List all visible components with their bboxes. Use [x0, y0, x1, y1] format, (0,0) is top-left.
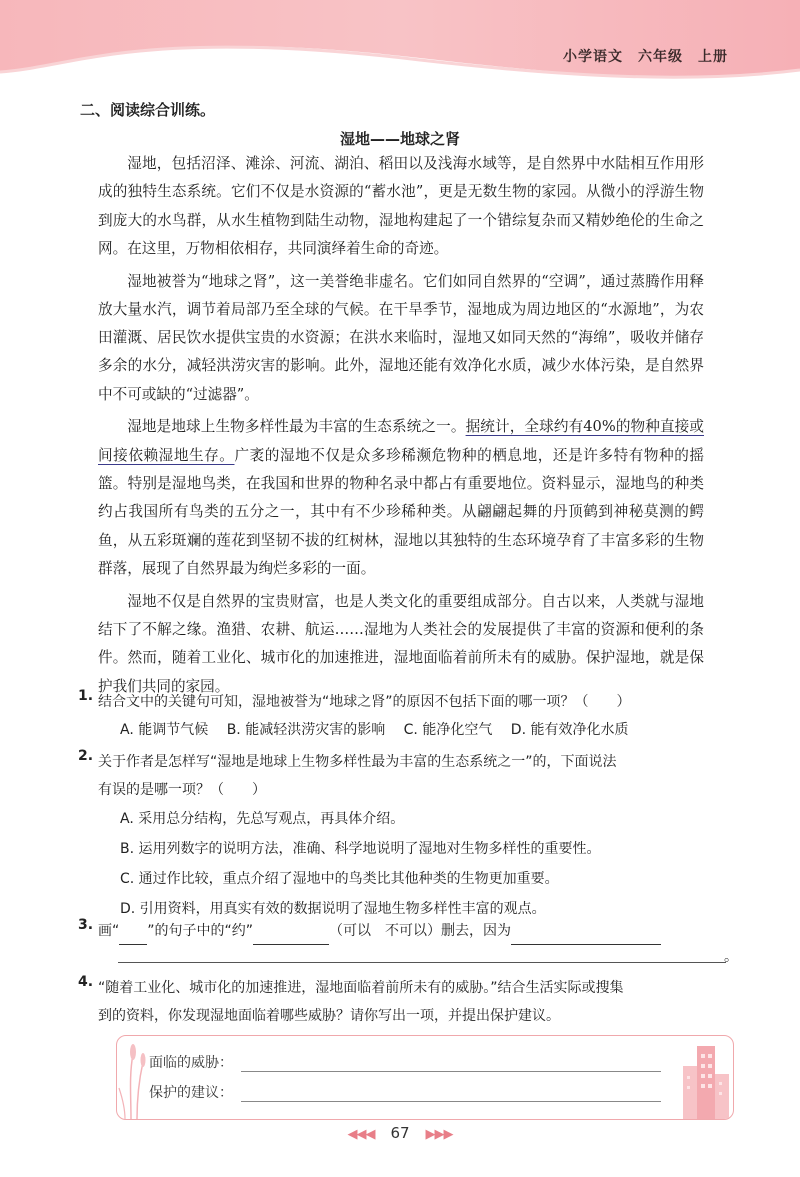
underlined-sentence: 据统计，全球约有40%的物种直接或间接依赖湿地生存。: [98, 418, 704, 464]
question-1-option-d[interactable]: D. 能有效净化水质: [510, 722, 629, 738]
article-paragraph-2: 湿地被誉为“地球之肾”，这一美誉绝非虚名。它们如同自然界的“空调”，通过蒸腾作用释放大量水汽，调节着局部乃至全球的气候。在干旱季节，湿地成为周边地区的“水源地”，为农田灌溉、居民饮水提供宝贵的水资源；在洪水来临时，湿地又如同天然的“海绵”，吸收并储存多余的水分，减轻洪涝灾害的影响。此外，湿地还能有效净化水质，减少水体污染，是自然界中不可或缺的“过滤器”。: [98, 272, 704, 403]
article-body: [98, 150, 704, 705]
question-3-text: [98, 917, 728, 945]
header-band: [0, 0, 800, 90]
book-title: 小学语文 六年级 上册: [563, 49, 728, 65]
question-1-options: [98, 716, 718, 744]
suggestion-row: [149, 1082, 661, 1102]
question-3-part-2: ”的句子中的“约”: [147, 923, 254, 939]
underline-sample-blank: [119, 926, 147, 945]
question-3: [78, 917, 728, 945]
question-3-answer-blank-1[interactable]: [253, 926, 329, 945]
threat-label: 面临的威胁：: [149, 1055, 233, 1071]
question-1-option-b[interactable]: B. 能减轻洪涝灾害的影响: [226, 722, 386, 738]
question-1-option-c[interactable]: C. 能净化空气: [403, 722, 493, 738]
question-3-answer-line[interactable]: [118, 962, 726, 963]
question-4-text-line-1: “随着工业化、城市化的加速推进，湿地面临着前所未有的威胁。”结合生活实际或搜集: [98, 980, 624, 996]
question-2-option-c[interactable]: C. 通过作比较，重点介绍了湿地中的鸟类比其他种类的生物更加重要。: [120, 871, 559, 887]
paragraph-3-lead: 湿地是地球上生物多样性最为丰富的生态系统之一。: [127, 418, 466, 436]
page-footer: [0, 1124, 800, 1142]
article-paragraph-3: [98, 413, 704, 583]
article-paragraph-1: 湿地，包括沼泽、滩涂、河流、湖泊、稻田以及浅海水域等，是自然界中水陆相互作用形成的独特生态系统。它们不仅是水资源的“蓄水池”，更是无数生物的家园。从微小的浮游生物到庞大的水鸟群，从水生植物到陆生动物，湿地构建起了一个错综复杂而又精妙绝伦的生命之网。在这里，万物相依相存，共同演绎着生命的奇迹。: [98, 155, 704, 257]
reed-decoration-icon: [117, 1036, 153, 1119]
answer-box: [116, 1035, 734, 1120]
question-1: [78, 688, 718, 744]
suggestion-label: 保护的建议：: [149, 1085, 233, 1101]
question-3-part-1: 画“: [98, 923, 120, 939]
left-arrows-icon: ◀◀◀: [347, 1127, 375, 1142]
question-3-end-mark: 。: [724, 949, 738, 965]
article-title: 湿地——地球之肾: [339, 130, 460, 148]
question-2: [78, 748, 718, 924]
paragraph-3-rest: 广袤的湿地不仅是众多珍稀濒危物种的栖息地，还是许多特有物种的摇篮。特别是湿地鸟类，在我国和世界的物种名录中都占有重要地位。资料显示，湿地鸟的种类约占我国所有鸟类的五分之一，其中有不少珍稀种类。从翩翩起舞的丹顶鹤到神秘莫测的鳄鱼，从五彩斑斓的莲花到坚韧不拔的红树林，湿地以其独特的生态环境孕育了丰富多彩的生物群落，展现了自然界最为绚烂多彩的一面。: [98, 446, 704, 577]
question-2-option-b[interactable]: B. 运用列数字的说明方法，准确、科学地说明了湿地对生物多样性的重要性。: [120, 841, 601, 857]
buildings-decoration-icon: [679, 1036, 733, 1119]
question-2-option-a[interactable]: A. 采用总分结构，先总写观点，再具体介绍。: [120, 811, 405, 827]
question-3-number: 3.: [78, 917, 94, 933]
question-4-number: 4.: [78, 974, 94, 990]
question-2-number: 2.: [78, 748, 94, 764]
article-paragraph-4: 湿地不仅是自然界的宝贵财富，也是人类文化的重要组成部分。自古以来，人类就与湿地结下了不解之缘。渔猎、农耕、航运……湿地为人类社会的发展提供了丰富的资源和便利的条件。然而，随着工业化、城市化的加速推进，湿地面临着前所未有的威胁。保护湿地，就是保护我们共同的家园。: [98, 592, 704, 695]
question-3-part-3: （可以 不可以）删去，因为: [329, 923, 512, 939]
question-4: [78, 974, 738, 1030]
right-arrows-icon: ▶▶▶: [425, 1127, 453, 1142]
question-1-number: 1.: [78, 688, 94, 704]
question-3-answer-blank-2[interactable]: [511, 926, 661, 945]
question-2-text-line-1: 关于作者是怎样写“湿地是地球上生物多样性最为丰富的生态系统之一”的，下面说法: [98, 754, 617, 770]
question-4-text-line-2: 到的资料，你发现湿地面临着哪些威胁？请你写出一项，并提出保护建议。: [98, 1008, 560, 1024]
question-1-text: 结合文中的关键句可知，湿地被誉为“地球之肾”的原因不包括下面的哪一项？（ ）: [98, 694, 631, 710]
section-title: 二、阅读综合训练。: [80, 101, 216, 119]
header-wave: [0, 0, 800, 90]
threat-answer-line[interactable]: [241, 1055, 661, 1072]
question-1-option-a[interactable]: A. 能调节气候: [120, 722, 209, 738]
question-2-text-line-2: 有误的是哪一项？（ ）: [98, 782, 266, 798]
suggestion-answer-line[interactable]: [241, 1085, 661, 1102]
question-2-option-d[interactable]: D. 引用资料，用真实有效的数据说明了湿地生物多样性丰富的观点。: [120, 901, 546, 917]
threat-row: [149, 1052, 661, 1072]
page-number: 67: [390, 1124, 410, 1142]
